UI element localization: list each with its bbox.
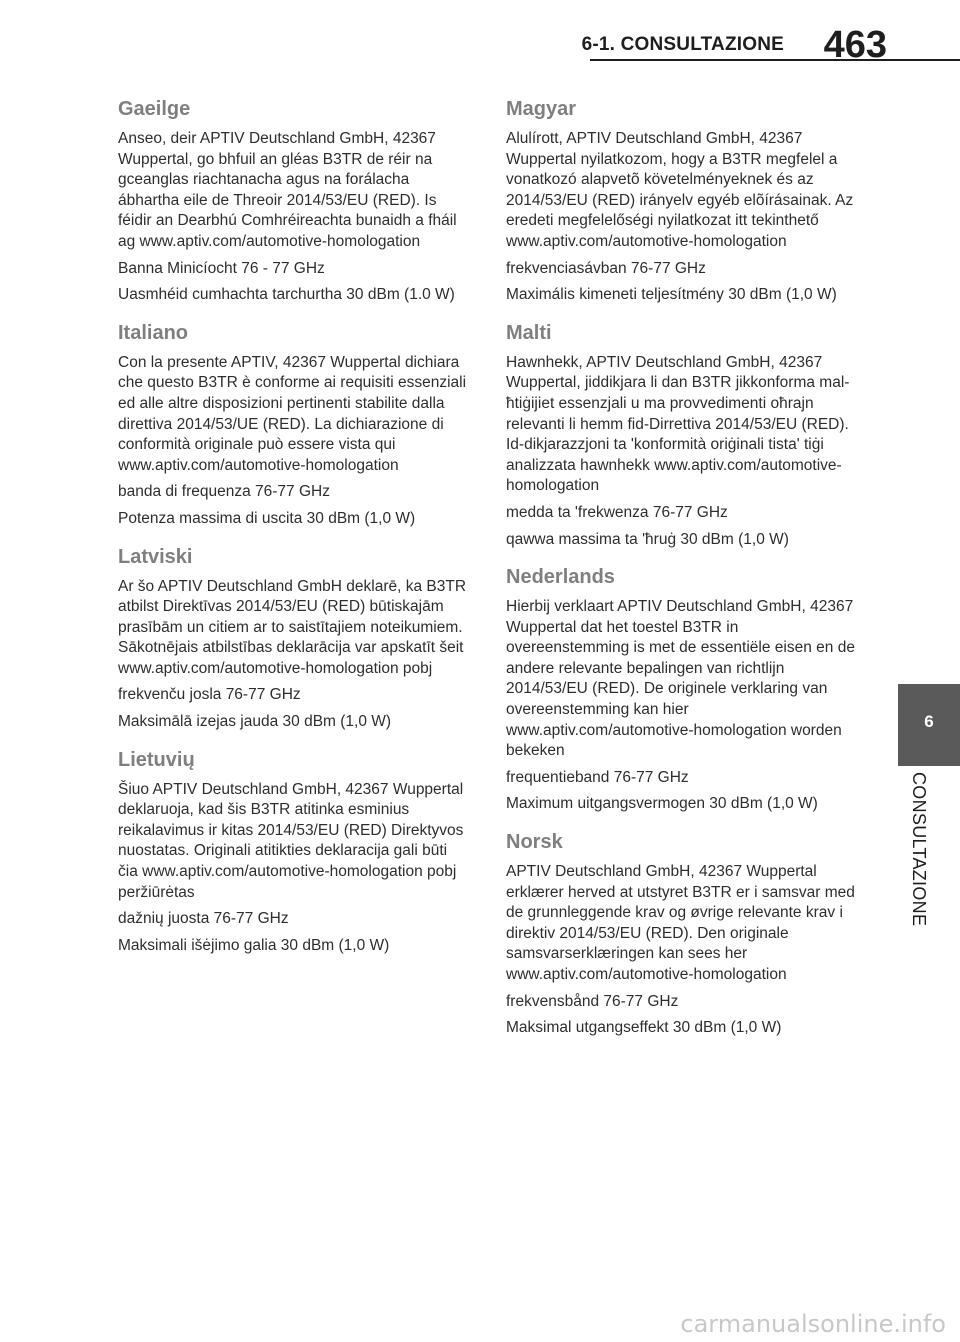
section-heading: Magyar <box>506 98 577 120</box>
chapter-tab <box>898 684 960 766</box>
declaration-text: Hierbij verklaart APTIV Deutschland GmbH, 42367 Wuppertal dat het toestel B3TR in overeenstemming is met de essentiële eisen en de andere relevante bepalingen van richtlijn 2014/53/EU (RED). De originele verklaring van overeenstemming kan hier www.aptiv.com/automotive-homologation worden bekeken <box>506 598 855 760</box>
section-nederlands <box>506 564 858 815</box>
section-heading: Latviski <box>118 545 193 568</box>
section-gaeilge <box>118 96 470 306</box>
section-magyar <box>506 96 858 306</box>
declaration-text: Con la presente APTIV, 42367 Wuppertal dichiara che questo B3TR è conforme ai requisiti essenziali ed alle altre disposizioni pertinenti stabilite dalla direttiva 2014/53/UE (RED). La dichiarazione di conformità originale può essere vista qui www.aptiv.com/automotive-homologation <box>118 353 467 474</box>
declaration-text: Alulírott, APTIV Deutschland GmbH, 42367 Wuppertal nyilatkozom, hogy a B3TR megfelel a vonatkozó alapvetõ követelményeknek és az 2014/53/EU (RED) irányelv egyéb elõírásainak. Az eredeti megfelelőségi nyilatkozat itt tekinthető www.aptiv.com/automotive-homologation <box>506 130 854 250</box>
max-power: Maksimal utgangseffekt 30 dBm (1,0 W) <box>506 1019 782 1037</box>
section-heading: Nederlands <box>506 566 615 589</box>
max-power: Maximális kimeneti teljesítmény 30 dBm (1,0 W) <box>506 286 837 304</box>
max-power: Maksimālā izejas jauda 30 dBm (1,0 W) <box>118 713 392 731</box>
section-latviski <box>118 544 470 733</box>
frequency-band: frekvenču josla 76-77 GHz <box>118 686 301 704</box>
watermark: carmanualsonline.info <box>680 1310 946 1338</box>
max-power: Uasmhéid cumhachta tarchurtha 30 dBm (1.0 W) <box>118 286 455 304</box>
frequency-band: Banna Minicíocht 76 - 77 GHz <box>118 259 325 277</box>
declaration-text: APTIV Deutschland GmbH, 42367 Wuppertal erklærer herved at utstyret B3TR er i samsvar med de grunnleggende krav og øvrige relevante krav i direktiv 2014/53/EU (RED). Den originale samsvarserklæringen kan sees her www.aptiv.com/automotive-homologation <box>506 863 855 983</box>
max-power: Maximum uitgangsvermogen 30 dBm (1,0 W) <box>506 795 818 813</box>
section-norsk <box>506 829 858 1039</box>
left-column <box>118 96 470 970</box>
section-heading: Norsk <box>506 831 563 854</box>
section-italiano <box>118 320 470 530</box>
max-power: Maksimali išėjimo galia 30 dBm (1,0 W) <box>118 936 390 954</box>
section-heading: Italiano <box>118 321 189 344</box>
frequency-band: frekvenciasávban 76-77 GHz <box>506 259 706 277</box>
header-rule <box>590 59 960 61</box>
frequency-band: frequentieband 76-77 GHz <box>506 768 689 786</box>
declaration-text: Šiuo APTIV Deutschland GmbH, 42367 Wuppertal deklaruoja, kad šis B3TR atitinka esminius reikalavimus ir kitas 2014/53/EU (RED) Direktyvos nuostatas. Originali atitikties deklaracija gali būti čia www.aptiv.com/automotive-homologation pobj peržiūrėtas <box>118 780 464 901</box>
chapter-tab-number: 6 <box>924 712 934 731</box>
page-header <box>0 0 960 66</box>
section-malti <box>506 320 858 550</box>
max-power: Potenza massima di uscita 30 dBm (1,0 W) <box>118 509 416 527</box>
frequency-band: dažnių juosta 76-77 GHz <box>118 910 289 928</box>
declaration-text: Ar šo APTIV Deutschland GmbH deklarē, ka B3TR atbilst Direktīvas 2014/53/EU (RED) būtiskajām prasībām un citiem ar to saistītajiem noteikumiem. Sākotnējais atbilstības deklarācija var apskatīt šeit www.aptiv.com/automotive-homologation pobj <box>118 577 467 677</box>
page-number: 463 <box>823 24 887 66</box>
frequency-band: banda di frequenza 76-77 GHz <box>118 483 330 501</box>
declaration-text: Anseo, deir APTIV Deutschland GmbH, 42367 Wuppertal, go bhfuil an gléas B3TR de réir na gceanglas riachtanacha agus na forálacha ábhartha eile de Threoir 2014/53/EU (RED). Is féidir an Dearbhú Comhréireachta bunaidh a fháil ag www.aptiv.com/automotive-homologation <box>118 130 457 250</box>
declaration-text: Hawnhekk, APTIV Deutschland GmbH, 42367 Wuppertal, jiddikjara li dan B3TR jikkonforma mal-ħtiġijiet essenzjali u ma provvedimenti oħrajn relevanti li hemm fid-Dirrettiva 2014/53/EU (RED). Id-dikjarazzjoni ta 'konformità oriġinali tista' tiġi analizzata hawnhekk www.aptiv.com/automotive-homologation <box>506 353 850 495</box>
section-lietuviu <box>118 747 470 957</box>
section-heading: Gaeilge <box>118 98 191 120</box>
right-column <box>506 96 858 1053</box>
frequency-band: frekvensbånd 76-77 GHz <box>506 992 679 1010</box>
frequency-band: medda ta 'frekwenza 76-77 GHz <box>506 503 728 521</box>
section-heading: Malti <box>506 321 552 344</box>
section-heading: Lietuvių <box>118 748 195 771</box>
chapter-title: 6-1. CONSULTAZIONE <box>581 34 784 55</box>
max-power: qawwa massima ta 'ħruġ 30 dBm (1,0 W) <box>506 530 789 548</box>
chapter-side-label: CONSULTAZIONE <box>909 772 929 927</box>
